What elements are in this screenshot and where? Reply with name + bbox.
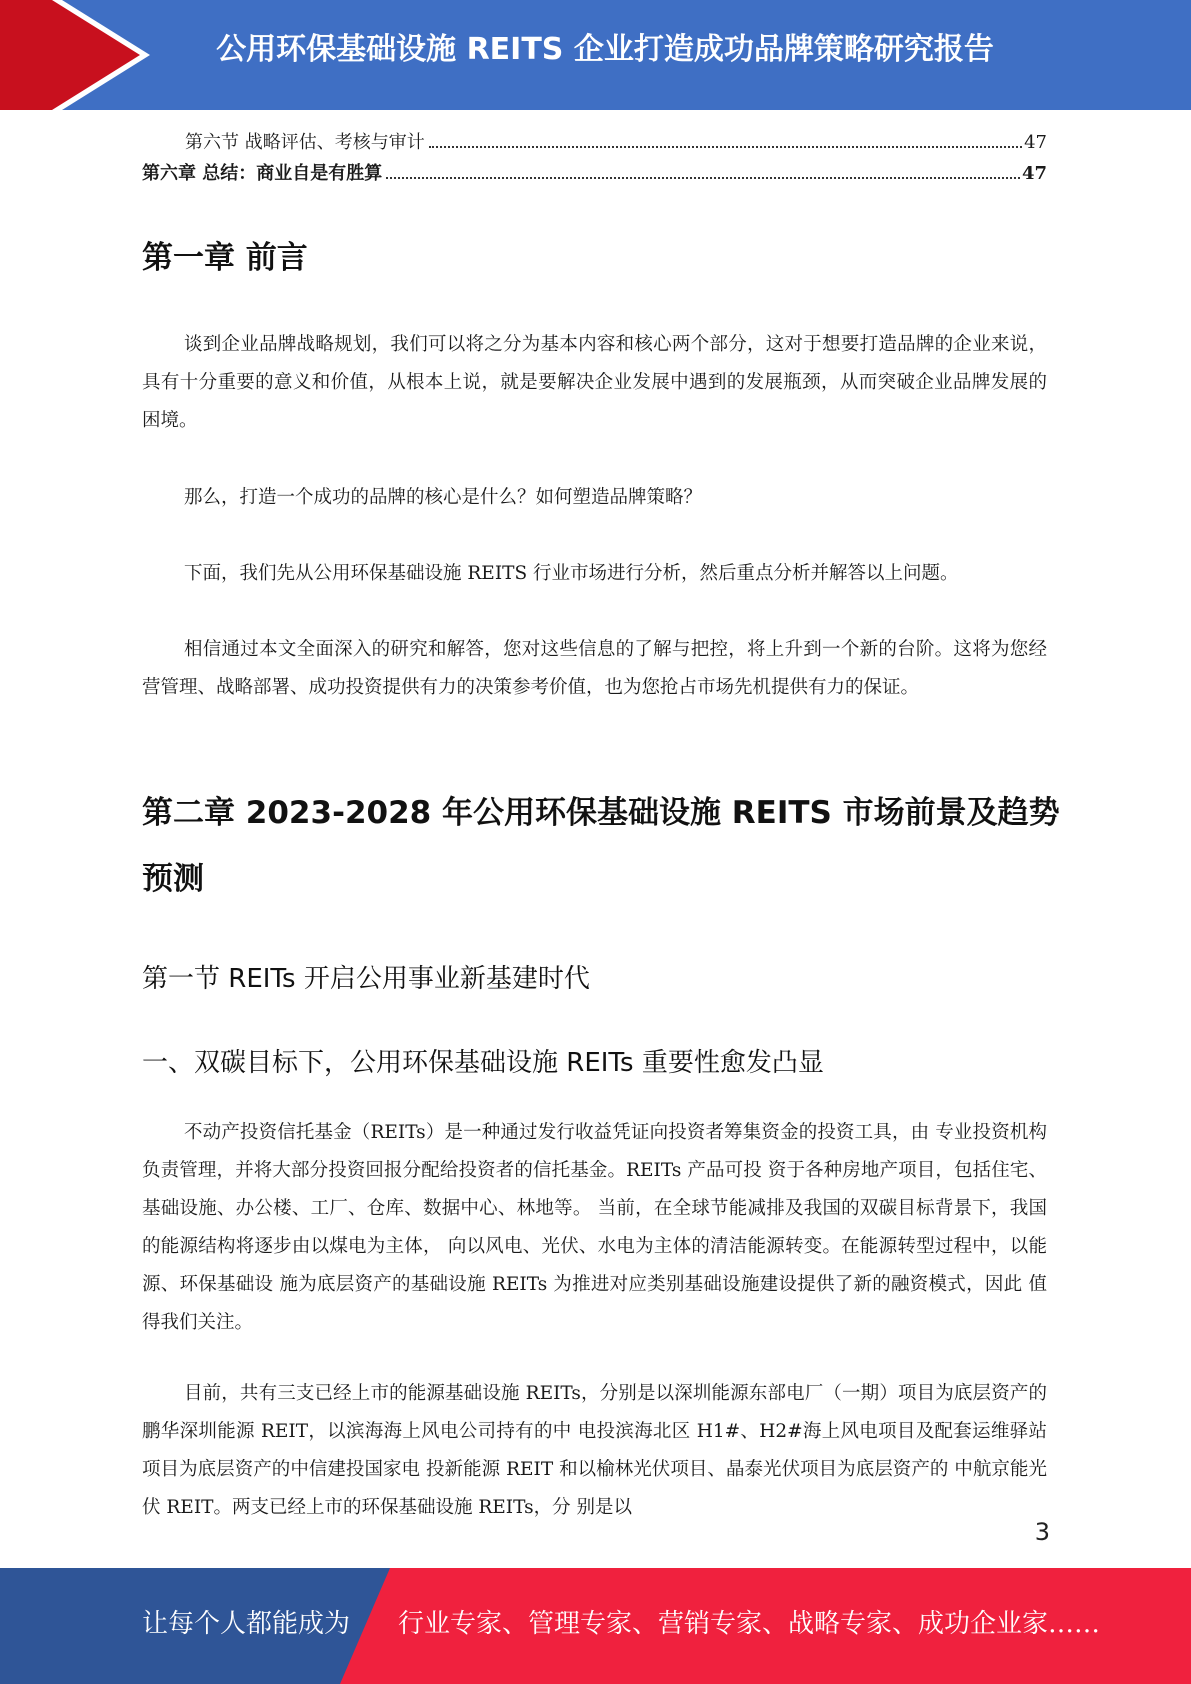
section1-heading: 第一节 REITs 开启公用事业新基建时代 [142,964,590,994]
report-title: 公用环保基础设施 REITS 企业打造成功品牌策略研究报告 [216,32,994,67]
toc-leader-dots [429,145,1022,148]
page-number: 3 [1034,1518,1050,1546]
footer-slogan-right: 行业专家、管理专家、营销专家、战略专家、成功企业家…… [398,1609,1101,1639]
chapter2-heading-line1: 第二章 2023-2028 年公用环保基础设施 REITS 市场前景及趋势 [142,795,1060,831]
subsection1-heading: 一、双碳目标下，公用环保基础设施 REITs 重要性愈发凸显 [142,1048,824,1078]
toc-leader-dots [386,176,1020,179]
chapter1-paragraph-2: 那么，打造一个成功的品牌的核心是什么？如何塑造品牌策略？ [184,487,703,508]
toc-entry-section[interactable] [142,130,1047,156]
toc-entry-page: 47 [1024,132,1047,153]
chapter1-paragraph-4: 相信通过本文全面深入的研究和解答，您对这些信息的了解与把控，将上升到一个新的台阶。这将为您经营管理、战略部署、成功投资提供有力的决策参考价值，也为您抢占市场先机提供有力的保证。 [142,639,1047,698]
chapter1-paragraph-1: 谈到企业品牌战略规划，我们可以将之分为基本内容和核心两个部分，这对于想要打造品牌的企业来说，具有十分重要的意义和价值，从根本上说，就是要解决企业发展中遇到的发展瓶颈，从而突破企业品牌发展的困境。 [142,334,1047,431]
toc-entry-label: 第六章 总结：商业自是有胜算 [142,163,383,184]
toc-entry-label: 第六节 战略评估、考核与审计 [185,132,425,153]
page-footer [0,1568,1191,1684]
footer-slogan-left: 让每个人都能成为 [142,1609,351,1639]
toc-entry-chapter[interactable] [142,161,1047,187]
chapter1-heading: 第一章 前言 [142,240,308,276]
header-red-chevron-decoration [0,0,140,110]
chapter1-paragraph-3: 下面，我们先从公用环保基础设施 REITS 行业市场进行分析，然后重点分析并解答以上问题。 [184,563,959,584]
page-header [0,0,1191,110]
chapter2-paragraph-1: 不动产投资信托基金（REITs）是一种通过发行收益凭证向投资者筹集资金的投资工具，由 专业投资机构负责管理，并将大部分投资回报分配给投资者的信托基金。REITs 产品可投 资于各种房地产项目，包括住宅、基础设施、办公楼、工厂、仓库、数据中心、林地等。 当前，在全球节能减排及我国的双碳目标背景下，我国的能源结构将逐步由以煤电为主体， 向以风电、光伏、水电为主体的清洁能源转变。在能源转型过程中，以能源、环保基础设 施为底层资产的基础设施 REITs 为推进对应类别基础设施建设提供了新的融资模式，因此 值得我们关注。 [142,1122,1047,1333]
toc-entry-page: 47 [1021,163,1047,184]
chapter2-paragraph-2: 目前，共有三支已经上市的能源基础设施 REITs，分别是以深圳能源东部电厂（一期）项目为底层资产的鹏华深圳能源 REIT，以滨海海上风电公司持有的中 电投滨海北区 H1#、H2#海上风电项目及配套运维驿站项目为底层资产的中信建投国家电 投新能源 REIT 和以榆林光伏项目、晶泰光伏项目为底层资产的 中航京能光伏 REIT。两支已经上市的环保基础设施 REITs，分 别是以 [142,1383,1047,1518]
chapter2-heading-line2: 预测 [142,861,204,897]
